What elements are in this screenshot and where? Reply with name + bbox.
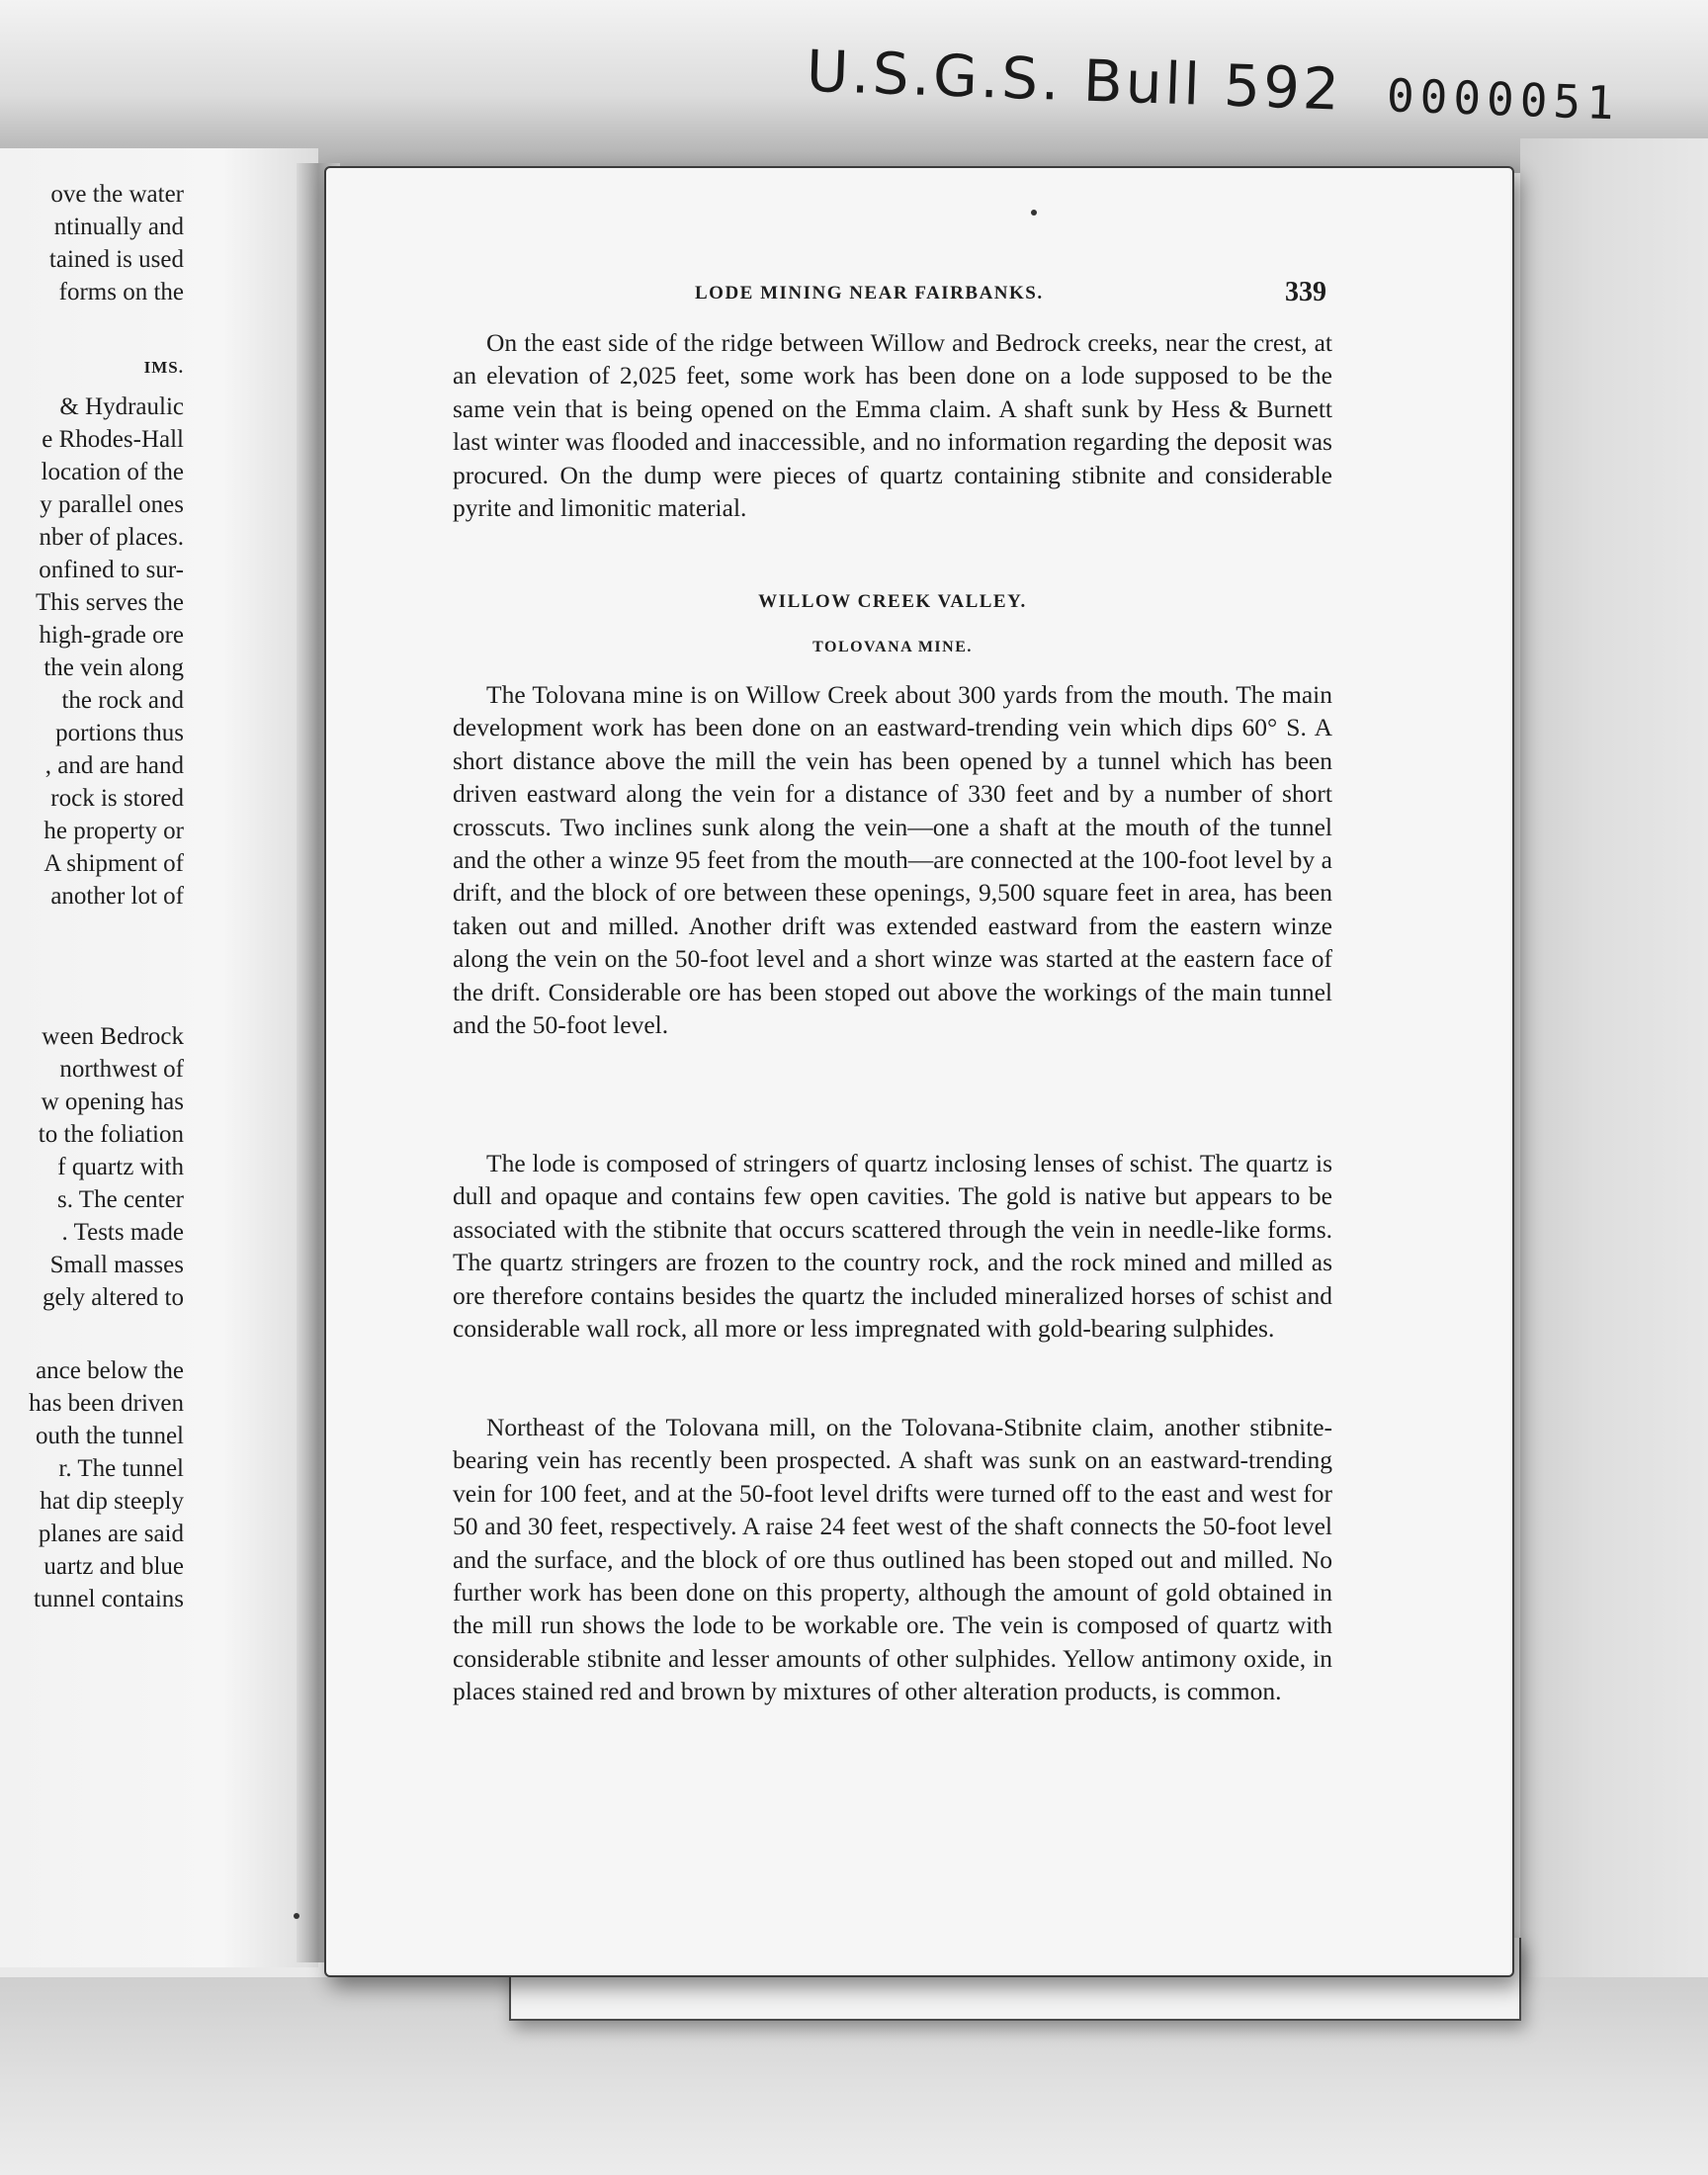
- page-number: 339: [1285, 277, 1326, 307]
- left-page-line: tained is used: [48, 246, 184, 273]
- left-page-line: another lot of: [50, 883, 184, 910]
- left-page-line: f quartz with: [57, 1154, 184, 1180]
- section-heading: WILLOW CREEK VALLEY.: [758, 591, 1027, 612]
- left-page-line: y parallel ones: [40, 491, 184, 518]
- left-page-line: ntinually and: [53, 214, 184, 240]
- left-page-line: outh the tunnel: [36, 1423, 184, 1449]
- left-page-line: . Tests made: [61, 1219, 184, 1246]
- left-page-line: , and are hand: [44, 752, 184, 779]
- left-page-line: Small masses: [49, 1252, 184, 1278]
- left-page-line: ween Bedrock: [42, 1023, 184, 1050]
- left-page-line: ance below the: [36, 1357, 184, 1384]
- subsection-heading: TOLOVANA MINE.: [812, 639, 973, 655]
- left-page-line: w opening has: [41, 1088, 184, 1115]
- paragraph-lode-composition: The lode is composed of stringers of quartz inclosing lenses of schist. The quartz is dull and opaque and contains few open cavities. The gold is native but appears to be associated with the stibnite that occurs scattered through the vein in needle-like forms. The quartz stringers are frozen to the country rock, and the rock mined and milled as ore therefore contains besides the quartz the included mineralized horses of schist and considerable wall rock, all more or less impregnated with gold-bearing sulphides.: [453, 1149, 1332, 1344]
- left-page-line: e Rhodes-Hall: [42, 426, 184, 453]
- left-page-line: high-grade ore: [39, 622, 184, 649]
- left-page-line: has been driven: [29, 1390, 184, 1417]
- left-page-line: s. The center: [57, 1186, 184, 1213]
- left-page-line: portions thus: [55, 720, 184, 746]
- left-page-line: he property or: [43, 818, 184, 844]
- left-page-line: uartz and blue: [43, 1553, 184, 1580]
- left-page-line: This serves the: [36, 589, 184, 616]
- left-page-line: & Hydraulic: [59, 393, 184, 420]
- paragraph-tolovana-stibnite-claim: Northeast of the Tolovana mill, on the Tolovana-Stibnite claim, another stibnite-bearing vein has recently been prospected. A shaft was sunk on an eastward-trending vein for 100 feet, and at the 50-foot level drifts were turned off to the east and west for 50 and 30 feet, respectively. A raise 24 feet west of the shaft connects the 50-foot level and the surface, and the block of ore thus outlined has been stoped out and milled. No further work has been done on this property, although the amount of gold obtained in the mill run shows the lode to be workable ore. The vein is composed of quartz with considerable stibnite and lesser amounts of other sulphides. Yellow antimony oxide, in places stained red and brown by mixtures of other alteration products, is common.: [453, 1413, 1332, 1706]
- left-page-line: r. The tunnel: [58, 1455, 184, 1482]
- left-page-line: nber of places.: [39, 524, 184, 551]
- handwritten-bulletin-label: U.S.G.S. Bull 592: [805, 37, 1343, 124]
- scan-background-right: [1520, 138, 1708, 2175]
- left-page-line: to the foliation: [38, 1121, 184, 1148]
- left-page-line: the vein along: [43, 654, 184, 681]
- left-page-line: planes are said: [38, 1521, 184, 1547]
- left-page-line: hat dip steeply: [40, 1488, 184, 1515]
- paragraph-tolovana-mine: The Tolovana mine is on Willow Creek about 300 yards from the mouth. The main development work has been done on an eastward-trending vein which dips 60° S. A short distance above the mill the vein has been opened by a tunnel which has been driven eastward along the vein for a distance of 330 feet and by a number of short crosscuts. Two inclines sunk along the vein—one a shaft at the mouth of the tunnel and the other a winze 95 feet from the mouth—are connected at the 100-foot level by a drift, and the block of ore between these openings, 9,500 square feet in area, has been taken out and milled. Another drift was extended eastward from the eastern winze along the vein on the 50-foot level and a short winze was started at the eastern face of the drift. Considerable ore has been stoped out above the workings of the main tunnel and the 50-foot level.: [453, 680, 1332, 1040]
- page-speck: [1031, 210, 1037, 216]
- left-page-line: gely altered to: [43, 1284, 184, 1311]
- running-head: LODE MINING NEAR FAIRBANKS.: [695, 283, 1044, 304]
- left-page-line: onfined to sur-: [39, 557, 184, 583]
- left-page-line: the rock and: [61, 687, 184, 714]
- left-page-line: forms on the: [58, 279, 184, 305]
- left-page-line: rock is stored: [50, 785, 184, 812]
- stamped-page-number: 0000051: [1386, 68, 1621, 130]
- left-page-line: tunnel contains: [33, 1586, 184, 1612]
- page-speck: [294, 1913, 299, 1919]
- previous-page-fragment: [0, 148, 318, 1967]
- paragraph-ridge-lode: On the east side of the ridge between Willow and Bedrock creeks, near the crest, at an elevation of 2,025 feet, some work has been done on a lode supposed to be the same vein that is being opened on the Emma claim. A shaft sunk by Hess & Burnett last winter was flooded and inaccessible, and no information regarding the deposit was procured. On the dump were pieces of quartz containing stibnite and considerable pyrite and limonitic material.: [453, 328, 1332, 523]
- left-page-line: A shipment of: [43, 850, 184, 877]
- left-page-line: northwest of: [59, 1056, 184, 1083]
- left-page-line: IMS.: [143, 358, 184, 377]
- left-page-line: location of the: [41, 459, 184, 485]
- left-page-line: ove the water: [50, 181, 184, 208]
